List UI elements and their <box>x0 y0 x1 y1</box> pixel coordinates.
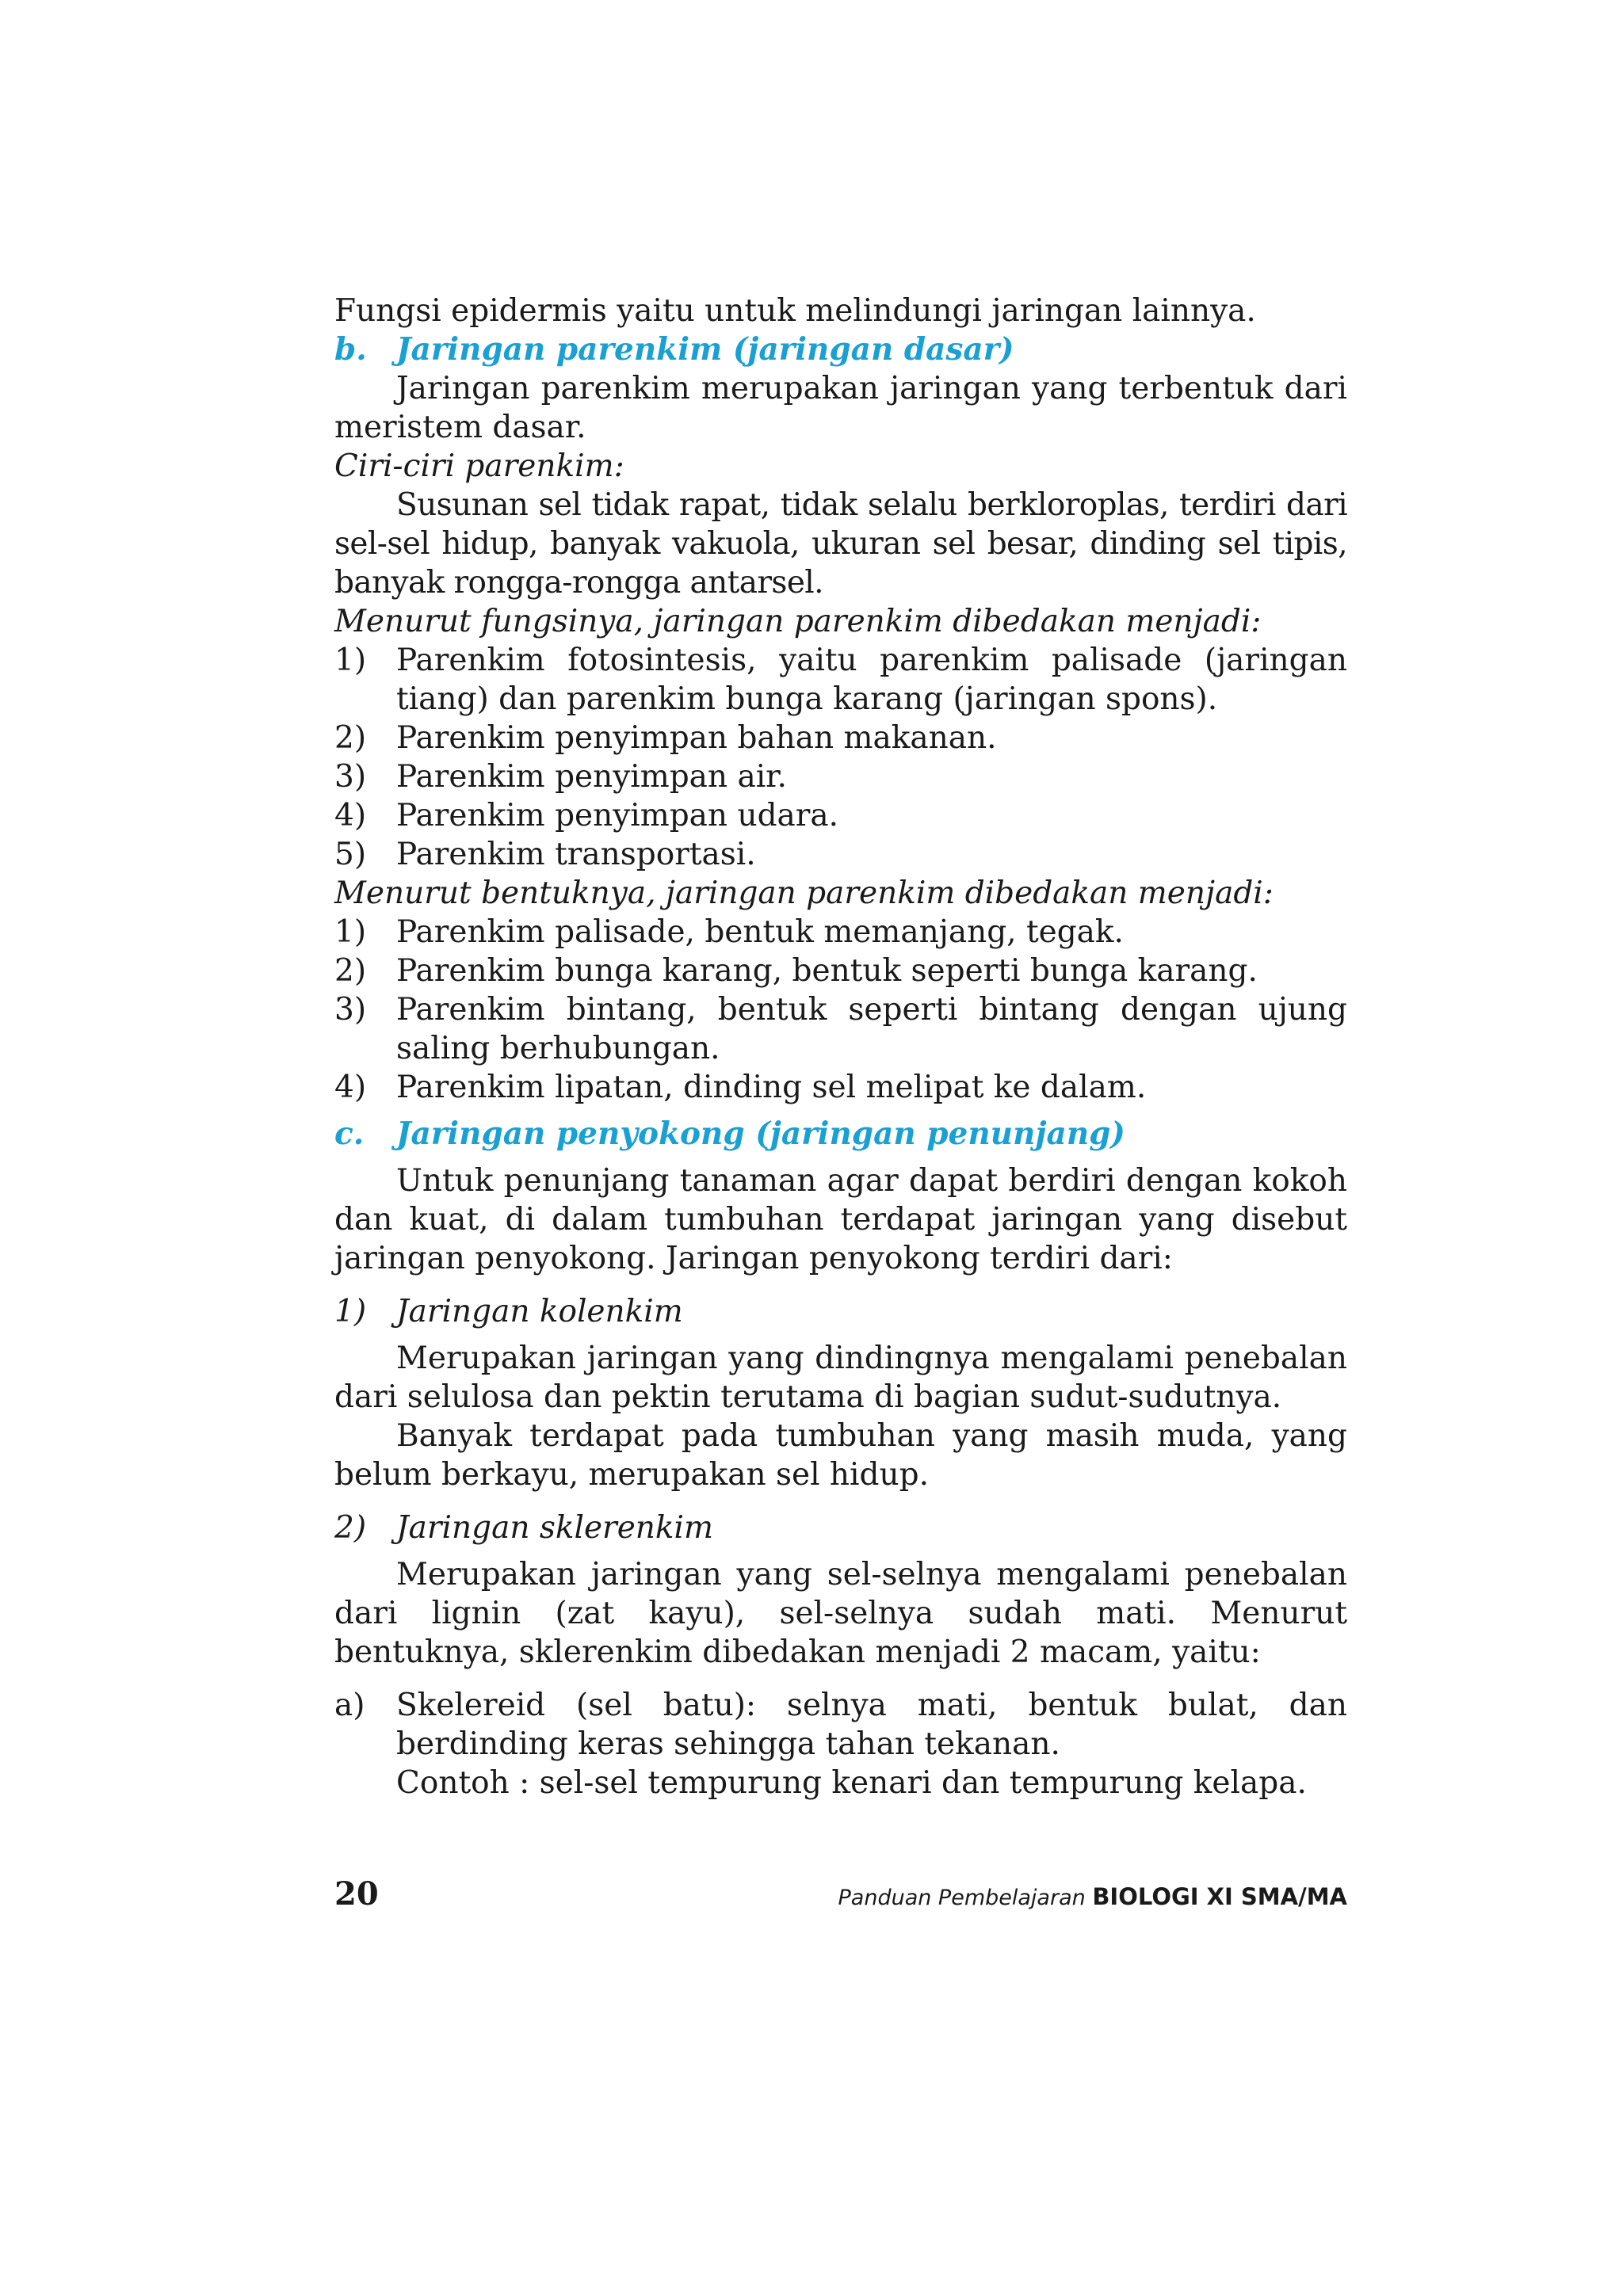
list-number: 2) <box>334 953 367 989</box>
page-footer <box>334 1875 1347 1913</box>
list-text: Parenkim penyimpan air. <box>396 759 787 795</box>
running-title-light: Panduan Pembelajaran <box>838 1886 1086 1910</box>
fungsi-list <box>334 641 1347 874</box>
page-body <box>334 292 1347 1802</box>
list-text: Parenkim penyimpan udara. <box>396 798 839 833</box>
list-text: Parenkim bunga karang, bentuk seperti bunga karang. <box>396 953 1258 989</box>
list-number: 3) <box>334 992 367 1028</box>
list-text: Parenkim palisade, bentuk memanjang, tegak. <box>396 914 1124 950</box>
kolenkim-title: Jaringan kolenkim <box>396 1294 683 1329</box>
section-c-paragraph: Untuk penunjang tanaman agar dapat berdiri dengan kokoh dan kuat, di dalam tumbuhan terdapat jaringan yang disebut jaringan penyokong. Jaringan penyokong terdiri dari: <box>334 1163 1347 1276</box>
list-text: Parenkim bintang, bentuk seperti bintang dengan ujung saling berhubungan. <box>396 992 1347 1066</box>
list-text: Parenkim lipatan, dinding sel melipat ke dalam. <box>396 1070 1147 1105</box>
list-text: Parenkim penyimpan bahan makanan. <box>396 720 997 756</box>
example-text: Contoh : sel-sel tempurung kenari dan tempurung kelapa. <box>396 1765 1307 1801</box>
list-item <box>334 1068 1347 1107</box>
kolenkim-heading <box>334 1292 1347 1331</box>
ciri-label: Ciri-ciri parenkim: <box>334 448 624 484</box>
section-b-marker: b. <box>334 331 367 368</box>
ciri-text: Susunan sel tidak rapat, tidak selalu berkloroplas, terdiri dari sel-sel hidup, banyak vakuola, ukuran sel besar, dinding sel tipis, banyak rongga-rongga antarsel. <box>334 487 1347 601</box>
section-c-marker: c. <box>334 1116 365 1152</box>
sklerenkim-heading <box>334 1508 1347 1547</box>
running-title <box>838 1883 1348 1910</box>
list-item <box>334 719 1347 757</box>
kolenkim-paragraph-2: Banyak terdapat pada tumbuhan yang masih muda, yang belum berkayu, merupakan sel hidup. <box>334 1418 1347 1493</box>
section-c-title: Jaringan penyokong (jaringan penunjang) <box>396 1116 1125 1152</box>
bentuk-label: Menurut bentuknya, jaringan parenkim dibedakan menjadi: <box>334 875 1274 911</box>
list-number: 4) <box>334 1070 367 1105</box>
bentuk-list <box>334 913 1347 1107</box>
section-b-heading <box>334 330 1347 369</box>
list-number: 4) <box>334 798 367 833</box>
list-item <box>334 641 1347 719</box>
sklerenkim-paragraph: Merupakan jaringan yang sel-selnya mengalami penebalan dari lignin (zat kayu), sel-selnya sudah mati. Menurut bentuknya, sklerenkim dibedakan menjadi 2 macam, yaitu: <box>334 1557 1347 1670</box>
list-number: 2) <box>334 720 367 756</box>
list-text: Parenkim fotosintesis, yaitu parenkim palisade (jaringan tiang) dan parenkim bunga karang (jaringan spons). <box>396 643 1347 717</box>
running-title-bold: BIOLOGI XI SMA/MA <box>1092 1883 1347 1910</box>
sklerenkim-title: Jaringan sklerenkim <box>396 1510 713 1546</box>
kolenkim-paragraph-1: Merupakan jaringan yang dindingnya mengalami penebalan dari selulosa dan pektin terutama di bagian sudut-sudutnya. <box>334 1341 1347 1415</box>
list-number: 1) <box>334 914 367 950</box>
list-item <box>334 1686 1347 1764</box>
list-item <box>334 796 1347 835</box>
list-item <box>334 757 1347 796</box>
section-b-title: Jaringan parenkim (jaringan dasar) <box>396 331 1014 368</box>
list-text: Skelereid (sel batu): selnya mati, bentuk bulat, dan berdinding keras sehingga tahan tekanan. <box>396 1688 1347 1762</box>
list-item <box>334 990 1347 1068</box>
list-item <box>334 835 1347 874</box>
sklerenkim-number: 2) <box>334 1510 367 1546</box>
list-item <box>334 913 1347 952</box>
list-number: a) <box>334 1688 365 1723</box>
list-item <box>334 952 1347 990</box>
section-b-paragraph: Jaringan parenkim merupakan jaringan yang terbentuk dari meristem dasar. <box>334 371 1347 445</box>
list-text: Parenkim transportasi. <box>396 837 756 872</box>
list-number: 3) <box>334 759 367 795</box>
intro-line: Fungsi epidermis yaitu untuk melindungi jaringan lainnya. <box>334 293 1256 329</box>
fungsi-label: Menurut fungsinya, jaringan parenkim dibedakan menjadi: <box>334 604 1262 639</box>
kolenkim-number: 1) <box>334 1294 367 1329</box>
list-number: 1) <box>334 643 367 678</box>
section-c-heading <box>334 1115 1347 1154</box>
page-number: 20 <box>334 1875 379 1913</box>
list-number: 5) <box>334 837 367 872</box>
